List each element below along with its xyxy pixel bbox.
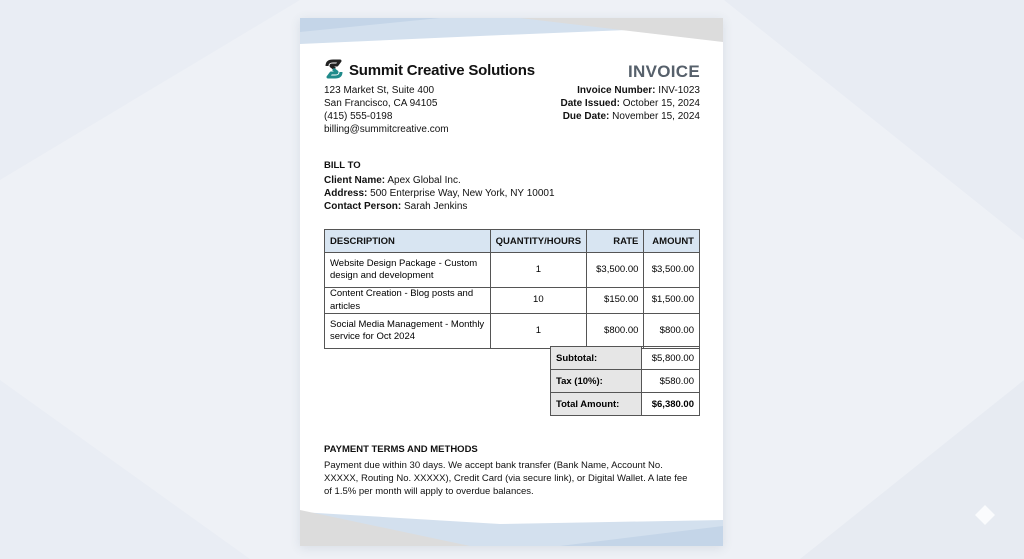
- top-decor-band: [300, 18, 723, 46]
- subtotal-row: [551, 347, 700, 370]
- table-row: [325, 288, 700, 314]
- due-date-label: Due Date:: [562, 111, 610, 122]
- client-name-value: Apex Global Inc.: [387, 175, 461, 186]
- row-quantity: 1: [490, 253, 587, 288]
- table-row: [325, 314, 700, 349]
- company-address-line-2: San Francisco, CA 94105: [324, 98, 438, 109]
- date-issued-value: October 15, 2024: [622, 98, 700, 109]
- tax-label: Tax (10%):: [551, 370, 642, 393]
- client-address: [324, 187, 555, 200]
- tax-value: $580.00: [642, 370, 700, 393]
- invoice-number-label: Invoice Number:: [577, 85, 656, 96]
- invoice-title: INVOICE: [627, 62, 700, 81]
- table-header-row: [325, 230, 700, 253]
- total-label: Total Amount:: [551, 393, 642, 416]
- row-quantity: 1: [490, 314, 587, 349]
- row-amount: $800.00: [644, 314, 700, 349]
- client-name-label: Client Name:: [324, 175, 386, 186]
- total-row: [551, 393, 700, 416]
- bill-to-heading: BILL TO: [324, 160, 361, 171]
- subtotal-label: Subtotal:: [551, 347, 642, 370]
- row-rate: $800.00: [587, 314, 644, 349]
- due-date: [563, 110, 700, 123]
- invoice-number-value: INV-1023: [658, 85, 700, 96]
- company-name: Summit Creative Solutions: [349, 62, 535, 79]
- row-rate: $150.00: [587, 288, 644, 314]
- row-description: Content Creation - Blog posts and articles: [325, 288, 491, 314]
- contact-person: [324, 200, 467, 213]
- company-phone: (415) 555-0198: [324, 111, 393, 122]
- due-date-value: November 15, 2024: [612, 111, 700, 122]
- row-quantity: 10: [490, 288, 587, 314]
- client-name: [324, 174, 461, 187]
- header-rate: RATE: [587, 230, 644, 253]
- line-items-table: [324, 229, 700, 349]
- contact-person-label: Contact Person:: [324, 201, 402, 212]
- contact-person-value: Sarah Jenkins: [404, 201, 468, 212]
- row-amount: $3,500.00: [644, 253, 700, 288]
- row-rate: $3,500.00: [587, 253, 644, 288]
- date-issued: [560, 97, 700, 110]
- client-address-value: 500 Enterprise Way, New York, NY 10001: [370, 188, 555, 199]
- row-description: Website Design Package - Custom design and development: [325, 253, 491, 288]
- date-issued-label: Date Issued:: [560, 98, 620, 109]
- company-email: billing@summitcreative.com: [324, 124, 449, 135]
- subtotal-value: $5,800.00: [642, 347, 700, 370]
- row-amount: $1,500.00: [644, 288, 700, 314]
- company-logo-icon: [324, 59, 344, 79]
- bottom-decor-band: [300, 510, 723, 546]
- totals-table: [550, 346, 700, 416]
- header-description: DESCRIPTION: [325, 230, 491, 253]
- header-amount: AMOUNT: [644, 230, 700, 253]
- row-description: Social Media Management - Monthly service for Oct 2024: [325, 314, 491, 349]
- payment-terms-heading: PAYMENT TERMS AND METHODS: [324, 444, 478, 455]
- invoice-number: [577, 84, 700, 97]
- invoice-page: [300, 18, 723, 546]
- total-value: $6,380.00: [642, 393, 700, 416]
- header-quantity: QUANTITY/HOURS: [490, 230, 587, 253]
- table-row: [325, 253, 700, 288]
- payment-terms-text: Payment due within 30 days. We accept bank transfer (Bank Name, Account No. XXXXX, Routing No. XXXXX), Credit Card (via secure link), or Digital Wallet. A late fee of 1.5% per month will apply to overdue balances.: [324, 460, 688, 497]
- tax-row: [551, 370, 700, 393]
- company-address-line-1: 123 Market St, Suite 400: [324, 85, 435, 96]
- client-address-label: Address:: [324, 188, 368, 199]
